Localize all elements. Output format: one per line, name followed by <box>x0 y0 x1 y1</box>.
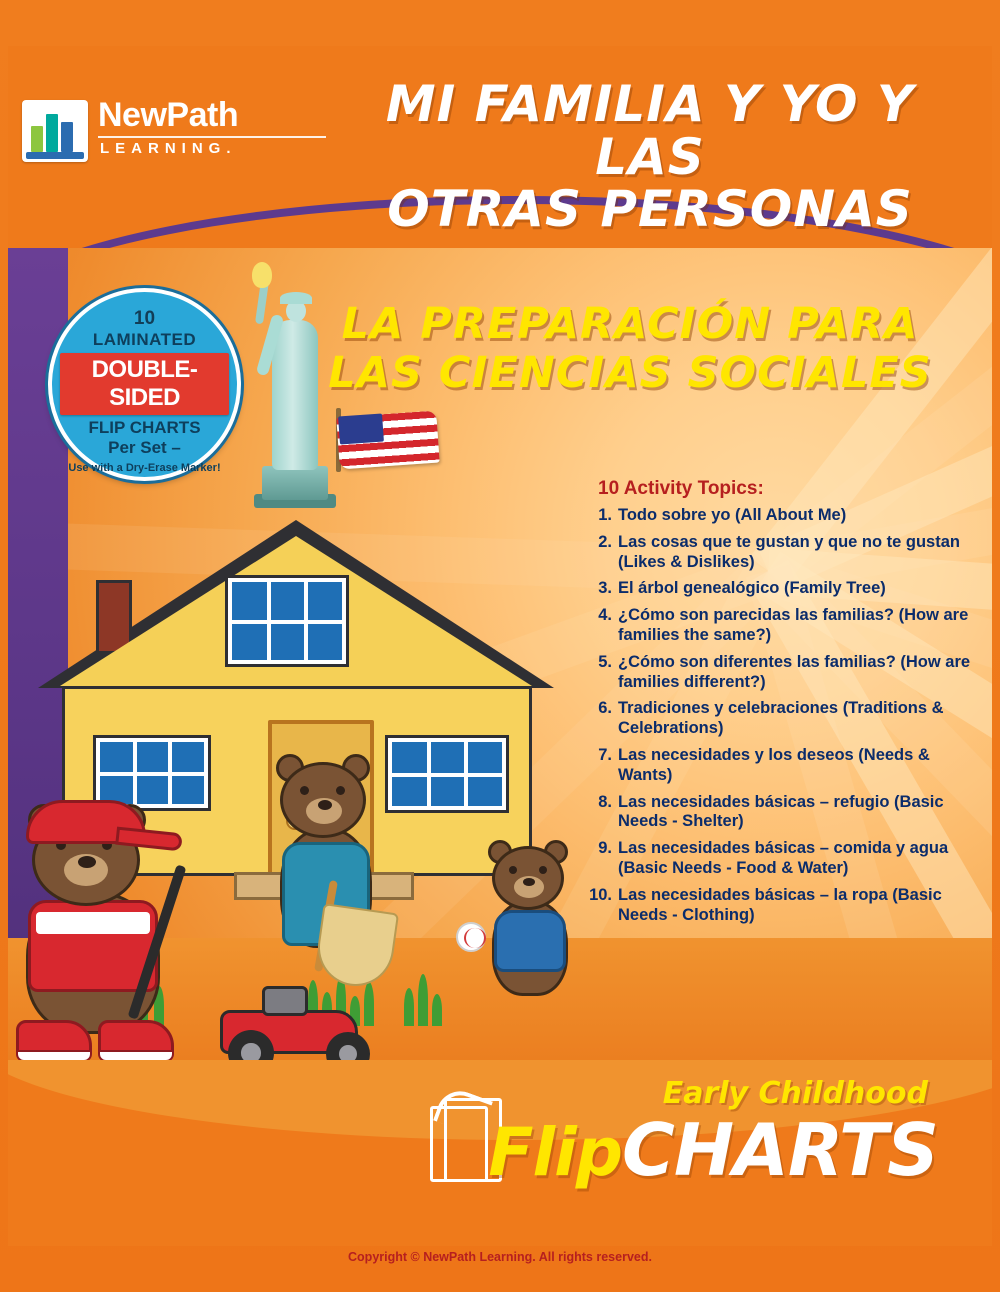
badge-laminated: LAMINATED <box>92 330 197 349</box>
list-item <box>586 886 986 926</box>
topic-number: 7. <box>598 745 612 764</box>
topic-text: Tradiciones y celebraciones (Traditions & Celebrations) <box>618 699 944 738</box>
baseball-icon <box>456 922 486 952</box>
topic-text: ¿Cómo son diferentes las familias? (How are families different?) <box>618 652 971 691</box>
window-attic <box>228 578 346 664</box>
early-childhood-label: Early Childhood <box>662 1076 928 1111</box>
topic-number: 8. <box>598 792 612 811</box>
status-badge <box>48 288 241 481</box>
list-item <box>586 793 986 833</box>
list-item <box>586 579 986 599</box>
logo-divider <box>98 136 326 138</box>
topic-text: El árbol genealógico (Family Tree) <box>618 579 886 598</box>
brand-name-path: Path <box>166 96 239 134</box>
topic-number: 1. <box>598 506 612 524</box>
charts-word: CHARTS <box>622 1108 938 1192</box>
topic-text: Las cosas que te gustan y que no te gustan (Likes & Dislikes) <box>618 532 960 571</box>
brand-logo[interactable] <box>22 96 332 186</box>
list-item <box>586 699 986 739</box>
page-subtitle-line1: LA PREPARACIÓN PARA <box>341 299 919 349</box>
topic-text: Las necesidades y los deseos (Needs & Wants) <box>618 745 930 784</box>
page-subtitle <box>300 300 960 399</box>
list-item <box>586 653 986 693</box>
us-flag-icon <box>338 408 442 472</box>
topic-text: Las necesidades básicas – la ropa (Basic Needs - Clothing) <box>618 885 942 924</box>
bear-with-baseball <box>478 838 598 1018</box>
activity-topics-heading: 10 Activity Topics: <box>598 478 764 499</box>
brand-tagline: LEARNING. <box>100 140 237 157</box>
book-logo-icon <box>22 100 88 162</box>
topic-text: Todo sobre yo (All About Me) <box>618 506 847 524</box>
topic-text: ¿Cómo son parecidas las familias? (How are families the same?) <box>618 606 969 644</box>
brand-name-new: New <box>98 96 167 134</box>
topic-number: 6. <box>598 699 612 718</box>
badge-per-set: Per Set – <box>108 437 181 457</box>
topic-number: 3. <box>598 579 612 598</box>
list-item <box>586 746 986 786</box>
badge-count: 10 <box>133 308 156 329</box>
brand-name <box>98 96 238 135</box>
list-item <box>586 506 986 526</box>
page-title-line2: OTRAS PERSONAS <box>387 180 913 238</box>
copyright-notice: Copyright © NewPath Learning. All rights reserved. <box>348 1250 652 1264</box>
activity-topics-list <box>586 478 986 932</box>
topic-text: Las necesidades básicas – refugio (Basic Needs - Shelter) <box>618 792 944 831</box>
topic-number: 9. <box>598 839 612 858</box>
topic-number: 2. <box>598 532 612 551</box>
mower-engine <box>262 986 308 1016</box>
flip-charts-title <box>488 1108 938 1192</box>
badge-double-sided: DOUBLE-SIDED <box>60 353 229 415</box>
list-item <box>586 533 986 573</box>
page-title <box>330 75 970 238</box>
list-item <box>586 839 986 879</box>
badge-flip-charts: FLIP CHARTS <box>88 418 201 437</box>
badge-use-with: Use with a Dry-Erase Marker! <box>68 462 221 475</box>
topic-number: 4. <box>598 606 612 625</box>
page-title-line1: MI FAMILIA Y YO Y LAS <box>385 75 915 186</box>
topic-number: 5. <box>598 652 612 671</box>
topic-text: Las necesidades básicas – comida y agua (Basic Needs - Food & Water) <box>618 839 949 877</box>
flip-word: Flip <box>488 1114 622 1191</box>
list-item <box>586 606 986 646</box>
page-subtitle-line2: LAS CIENCIAS SOCIALES <box>328 348 932 399</box>
topic-number: 10. <box>589 885 612 904</box>
bear-with-lawnmower <box>10 782 220 1072</box>
